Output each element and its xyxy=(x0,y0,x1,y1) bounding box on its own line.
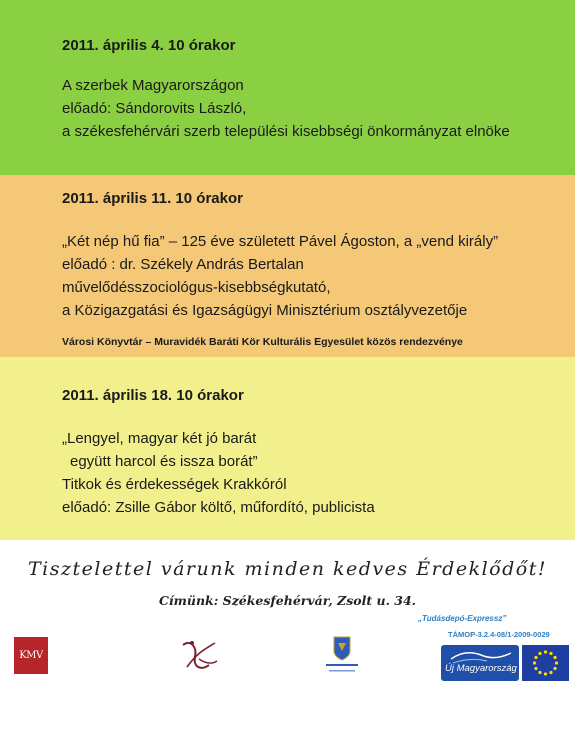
eu-star xyxy=(538,652,541,655)
event-1-speaker: előadó: Sándorovits László, xyxy=(62,100,247,117)
event-band-1 xyxy=(0,0,575,175)
city-crest-logo xyxy=(325,633,359,677)
event-3-subtitle: Titkok és érdekességek Krakkóról xyxy=(62,476,287,493)
event-1-title: A szerbek Magyarországon xyxy=(62,77,244,94)
eu-star xyxy=(549,652,552,655)
eu-star xyxy=(553,656,556,659)
event-2-speaker-position: a Közigazgatási és Igazságügyi Minisztérium osztályvezetője xyxy=(62,302,468,319)
eu-star xyxy=(538,671,541,674)
event-1-speaker-role: a székesfehérvári szerb települési kisebbségi önkormányzat elnöke xyxy=(62,123,510,140)
event-2-date: 2011. április 11. 10 órakor xyxy=(62,190,243,207)
tudasdepo-name: „Tudásdepó-Expressz” xyxy=(418,614,507,623)
eu-star xyxy=(553,667,556,670)
kmv-logo xyxy=(14,637,48,674)
uj-magyarorszag-text: Új Magyarország xyxy=(445,663,517,674)
eu-star xyxy=(544,672,547,675)
event-3-date: 2011. április 18. 10 órakor xyxy=(62,387,244,404)
event-2-speaker: előadó : dr. Székely András Bertalan xyxy=(62,256,304,273)
address: Címünk: Székesfehérvár, Zsolt u. 34. xyxy=(158,593,417,608)
monogram-logo xyxy=(177,635,221,677)
event-3-title-line-2: együtt harcol és issza borát” xyxy=(70,453,258,470)
event-2-speaker-role: művelődésszociológus-kisebbségkutató, xyxy=(62,279,331,296)
event-1-date: 2011. április 4. 10 órakor xyxy=(62,37,236,54)
eu-star xyxy=(555,661,558,664)
event-2-organizer: Városi Könyvtár – Muravidék Baráti Kör Kulturális Egyesület közös rendezvénye xyxy=(62,336,463,348)
eu-star xyxy=(534,656,537,659)
event-band-2 xyxy=(0,175,575,357)
event-3-title-line-1: „Lengyel, magyar két jó barát xyxy=(62,430,257,447)
tudasdepo-code: TÁMOP-3.2.4-08/1-2009-0029 xyxy=(448,630,550,639)
eu-flag-logo xyxy=(522,645,569,681)
event-2-title: „Két nép hű fia” – 125 éve született Pável Ágoston, a „vend király” xyxy=(62,233,499,250)
eu-star xyxy=(534,667,537,670)
eu-star xyxy=(544,650,547,653)
tagline: Tisztelettel várunk minden kedves Érdeklődőt! xyxy=(28,558,547,580)
event-band-3 xyxy=(0,357,575,540)
eu-star xyxy=(533,661,536,664)
uj-magyarorszag-logo xyxy=(441,645,519,681)
event-3-speaker: előadó: Zsille Gábor költő, műfordító, publicista xyxy=(62,499,375,516)
kmv-logo-text: KMV xyxy=(19,650,43,661)
eu-star xyxy=(549,671,552,674)
